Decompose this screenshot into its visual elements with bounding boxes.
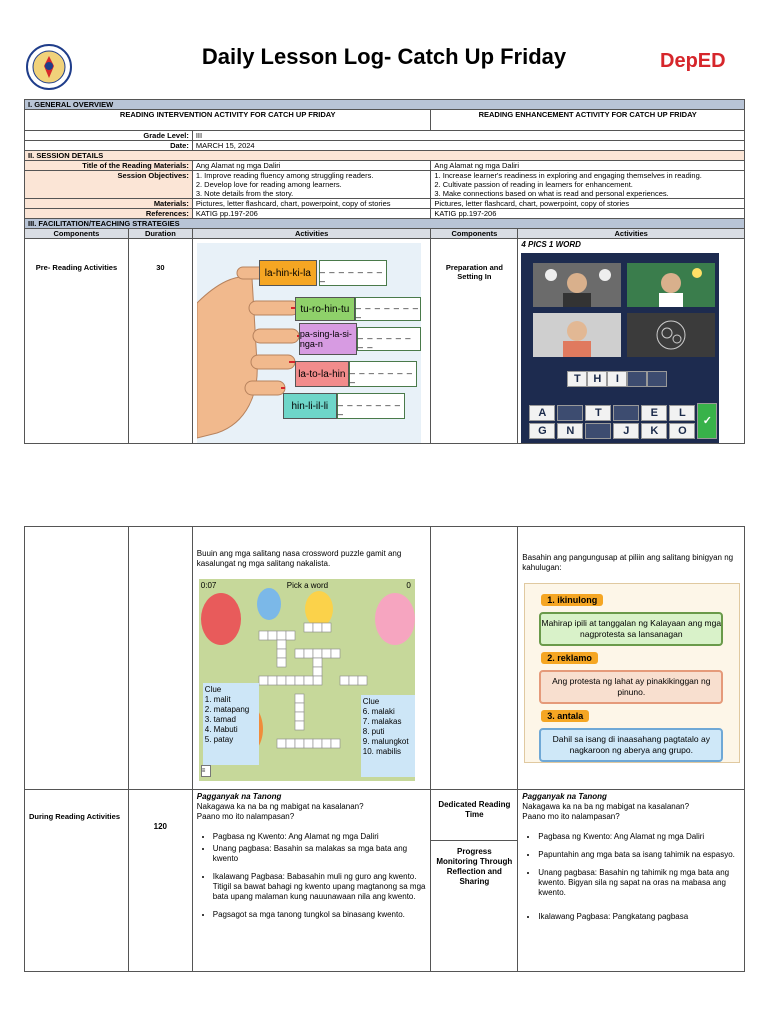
left-bullet-4: • Pagsagot sa mga tanong tungkol sa binasang kwento. (213, 910, 427, 920)
crossword-score: 0 (406, 581, 411, 590)
answer-tile-2[interactable]: H (587, 371, 607, 387)
vocab-word-2: 2. reklamo (541, 652, 598, 664)
references-left: KATIG pp.197-206 (192, 209, 431, 219)
pre-reading-duration: 30 (128, 239, 192, 444)
empty-component-cell (25, 527, 129, 790)
materials-right: Pictures, letter flashcard, chart, powerpoint, copy of stories (431, 199, 745, 209)
clue-10: 10. mabilis (362, 747, 402, 756)
answer-tile-1[interactable]: T (567, 371, 587, 387)
clue-8: 8. puti (362, 727, 385, 736)
during-left-cell (192, 790, 431, 972)
vocab-word-3: 3. antala (541, 710, 589, 722)
clue-2: 2. matapang (204, 705, 250, 714)
empty-component-right-cell (431, 527, 518, 790)
right-bullet-4: • Ikalawang Pagbasa: Pangkatang pagbasa (538, 912, 740, 922)
during-right-labels (431, 790, 518, 972)
clue-heading-left: Clue (204, 685, 222, 694)
col-components-right: Components (431, 229, 518, 239)
motive-title-right: Pagganyak na Tanong (522, 792, 607, 801)
woman-thinking-icon (533, 313, 621, 357)
clue-4: 4. Mabuti (204, 725, 238, 734)
vocab-sentence-3: Dahil sa isang di inaasahang pagtatalo ay nagkaroon ng aberya ang grupo. (539, 728, 723, 762)
right-bullet-1: • Pagbasa ng Kwento: Ang Alamat ng mga Daliri (538, 832, 740, 842)
references-right: KATIG pp.197-206 (431, 209, 745, 219)
answer-blank-2: _ _ _ _ _ _ _ _ (355, 297, 421, 321)
objective-right-1: 1. Increase learner's readiness in exploring and engaging themselves in reading. (434, 171, 702, 180)
clue-3: 3. tamad (204, 715, 236, 724)
prep-setting-label: Preparation and Setting In (431, 239, 518, 444)
letter-tile-a[interactable]: A (529, 405, 555, 421)
objective-left-3: 3. Note details from the story. (195, 189, 294, 198)
answer-blank-4: _ _ _ _ _ _ _ _ (349, 361, 417, 387)
left-bullet-2: • Unang pagbasa: Basahin sa malakas sa mga bata ang kwento (213, 844, 427, 864)
letter-tile-t[interactable]: T (585, 405, 611, 421)
vocab-cell (518, 527, 745, 790)
pic-2 (627, 263, 715, 307)
vocab-instruction: Basahin ang pangungusap at piliin ang salitang binigyan ng kahulugan: (522, 553, 734, 572)
pre-reading-label: Pre- Reading Activities (25, 239, 129, 444)
crossword-cell (192, 527, 431, 790)
objective-right-3: 3. Make connections based on what is read and personal experiences. (434, 189, 669, 198)
during-right-cell (518, 790, 745, 972)
references-label: References: (25, 209, 193, 219)
col-components: Components (25, 229, 129, 239)
answer-tile-4[interactable] (627, 371, 647, 387)
boy-idea-icon (627, 263, 715, 307)
motive-q2-right: Paano mo ito nalampasan? (522, 812, 620, 821)
answer-tile-5[interactable] (647, 371, 667, 387)
crossword-timer: 0:07 (200, 581, 217, 590)
col-intervention-header: READING INTERVENTION ACTIVITY FOR CATCH UP FRIDAY (25, 110, 431, 131)
clue-box-left (203, 683, 259, 765)
objective-left-1: 1. Improve reading fluency among struggling readers. (195, 171, 374, 180)
vocab-word-1: 1. ikinulong (541, 594, 603, 606)
col-duration: Duration (128, 229, 192, 239)
clue-box-right (361, 695, 415, 777)
answer-blank-1: _ _ _ _ _ _ _ _ (319, 260, 387, 286)
col-activities-right: Activities (518, 229, 745, 239)
syllable-chip-3: pa-sing-la-si-nga-n (299, 323, 357, 355)
letter-tile-empty-1[interactable] (557, 405, 583, 421)
syllable-chip-4: la-to-la-hin (295, 361, 349, 387)
objectives-label: Session Objectives: (25, 171, 193, 199)
hand-activity-image (197, 243, 421, 443)
progress-monitoring-label: Progress Monitoring Through Reflection and Sharing (436, 847, 513, 886)
letter-tile-n[interactable]: N (557, 423, 583, 439)
title-right: Ang Alamat ng mga Daliri (431, 161, 745, 171)
objective-right-2: 2. Cultivate passion of reading in learners for enhancement. (434, 180, 633, 189)
date-label: Date: (25, 141, 193, 151)
grade-level-value: III (192, 131, 744, 141)
answer-tile-3[interactable]: I (607, 371, 627, 387)
during-reading-label: During Reading Activities (25, 790, 129, 972)
title-label: Title of the Reading Materials: (25, 161, 193, 171)
section-facilitation: III. FACILITATION/TEACHING STRATEGIES (25, 219, 745, 229)
clue-7: 7. malakas (362, 717, 402, 726)
deped-logo-text: DepED (660, 50, 726, 72)
letter-tile-empty-2[interactable] (613, 405, 639, 421)
letter-tile-empty-3[interactable] (585, 423, 611, 439)
vocab-sentence-1: Mahirap ipili at tanggalan ng Kalayaan ang mga nagprotesta sa lansanagan (539, 612, 723, 646)
date-value: MARCH 15, 2024 (192, 141, 744, 151)
materials-left: Pictures, letter flashcard, chart, powerpoint, copy of stories (192, 199, 431, 209)
right-bullet-list (522, 832, 740, 922)
left-bullet-3: • Ikalawang Pagbasa: Babasahin muli ng guro ang kwento. Titigil sa bawat bahagi ng kwento upang magtanong sa mga bata upang malaman kung nauunawaan nila ang kwento. (213, 872, 427, 902)
crossword-instruction: Buuin ang mga salitang nasa crossword puzzle gamit ang kasalungat ng mga salitang nakalista. (196, 549, 402, 568)
crossword-game (199, 579, 415, 781)
motive-q2-left: Paano mo ito nalampasan? (196, 812, 295, 821)
hand-activity-cell (192, 239, 431, 444)
letter-tile-j[interactable]: J (613, 423, 639, 439)
right-bullet-3: • Unang pagbasa: Basahin ng tahimik ng mga bata ang kwento. Bigyan sila ng sapat na oras na mabasa ang kwento. (538, 868, 740, 898)
syllable-chip-1: la-hin-ki-la (259, 260, 317, 286)
col-enhancement-header: READING ENHANCEMENT ACTIVITY FOR CATCH UP FRIDAY (431, 110, 745, 131)
page-title: Daily Lesson Log- Catch Up Friday (201, 44, 567, 69)
dedicated-reading-label: Dedicated Reading Time (431, 790, 517, 841)
left-bullet-list (197, 832, 427, 920)
letter-tile-k[interactable]: K (641, 423, 667, 439)
empty-duration-cell (128, 527, 192, 790)
letter-tile-e[interactable]: E (641, 405, 667, 421)
objectives-right (431, 171, 745, 199)
grade-level-label: Grade Level: (25, 131, 193, 141)
pic-1 (533, 263, 621, 307)
motive-title-left: Pagganyak na Tanong (196, 792, 282, 801)
pic-3 (533, 313, 621, 357)
clue-6: 6. malaki (362, 707, 395, 716)
col-activities: Activities (192, 229, 431, 239)
syllable-chip-2: tu-ro-hin-tu (295, 297, 355, 321)
letter-tile-g[interactable]: G (529, 423, 555, 439)
clue-heading-right: Clue (362, 697, 380, 706)
lesson-table-bottom (24, 526, 745, 972)
menu-icon[interactable]: ≡ (201, 765, 211, 777)
objectives-left (192, 171, 431, 199)
letter-tile-o[interactable]: O (669, 423, 695, 439)
deped-logo (660, 50, 750, 76)
section-general-overview: I. GENERAL OVERVIEW (25, 100, 745, 110)
answer-blank-3: _ _ _ _ _ _ _ _ (357, 327, 421, 351)
during-reading-duration: 120 (128, 790, 192, 972)
letter-tile-l[interactable]: L (669, 405, 695, 421)
four-pics-cell (518, 239, 745, 444)
motive-q1-right: Nakagawa ka na ba ng mabigat na kasalanan? (522, 802, 690, 811)
four-pics-game (521, 253, 719, 443)
motive-q1-left: Nakagawa ka na ba ng mabigat na kasalanan? (196, 802, 364, 811)
title-left: Ang Alamat ng mga Daliri (192, 161, 431, 171)
lesson-table-top (24, 99, 745, 444)
clue-5: 5. patay (204, 735, 234, 744)
pic-4 (627, 313, 715, 357)
clue-1: 1. malit (204, 695, 231, 704)
vocab-sentence-2: Ang protesta ng lahat ay pinakikinggan ng pinuno. (539, 670, 723, 704)
person-thinking-icon (533, 263, 621, 307)
syllable-chip-5: hin-li-il-li (283, 393, 337, 419)
materials-label: Materials: (25, 199, 193, 209)
hint-button[interactable]: ✓ (697, 403, 717, 439)
vocab-card (524, 583, 740, 763)
right-bullet-2: • Papuntahin ang mga bata sa isang tahimik na espasyo. (538, 850, 740, 860)
gears-head-icon (627, 313, 715, 357)
crossword-prompt: Pick a word (286, 581, 329, 590)
objective-left-2: 2. Develop love for reading among learners. (195, 180, 342, 189)
answer-blank-5: _ _ _ _ _ _ _ _ (337, 393, 405, 419)
section-session-details: II. SESSION DETAILS (25, 151, 745, 161)
four-pics-title: 4 PICS 1 WORD (521, 240, 581, 249)
left-bullet-1: • Pagbasa ng Kwento: Ang Alamat ng mga Daliri (213, 832, 427, 842)
clue-9: 9. malungkot (362, 737, 409, 746)
